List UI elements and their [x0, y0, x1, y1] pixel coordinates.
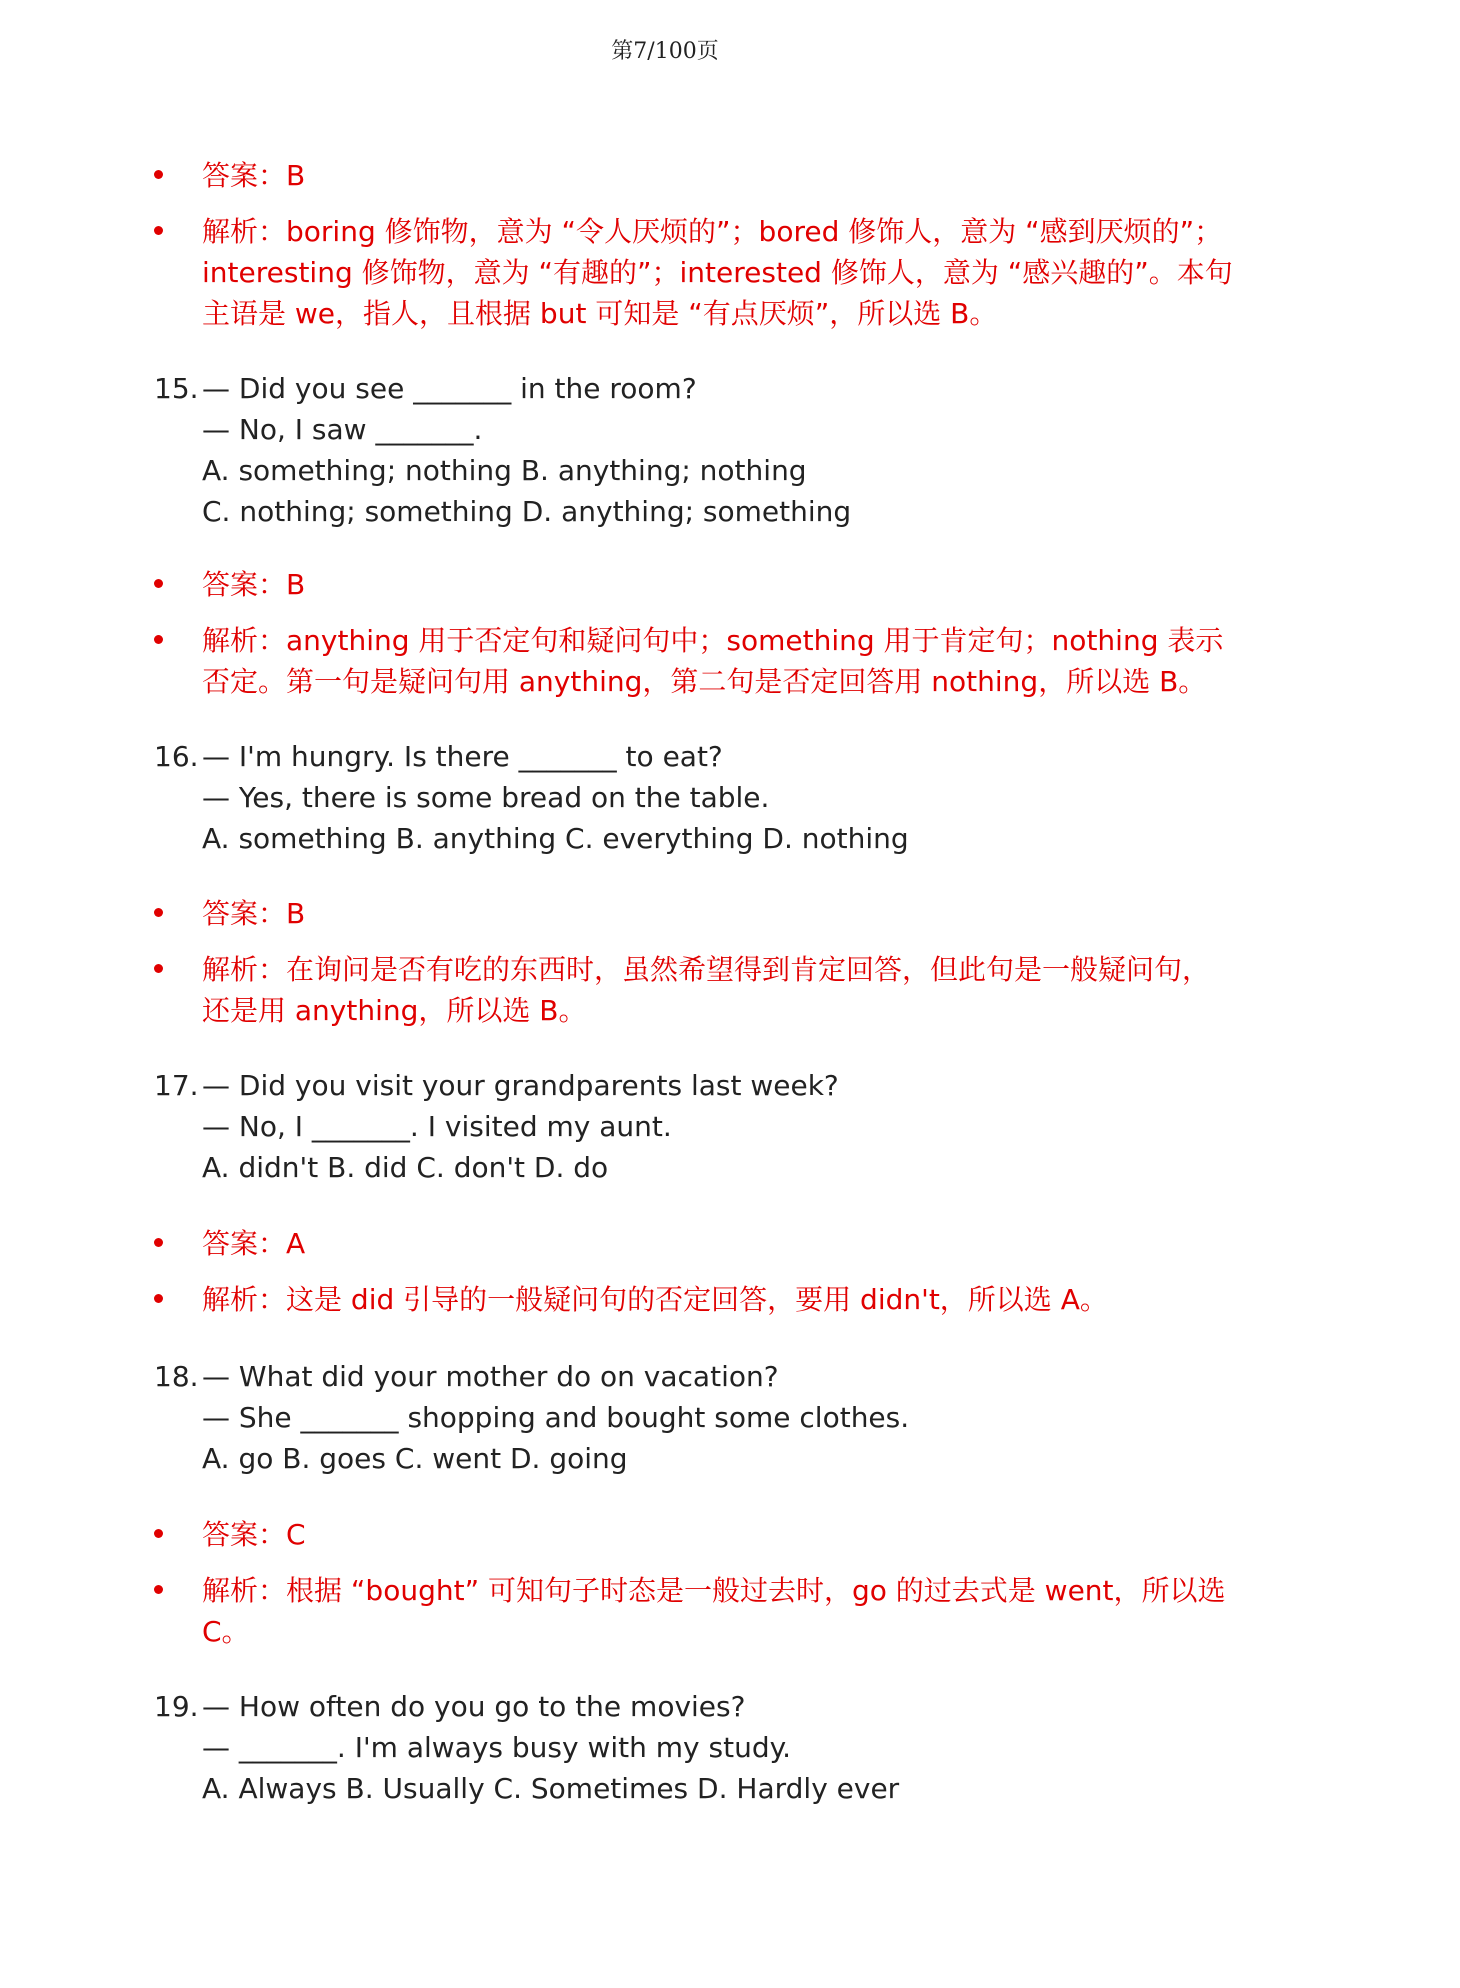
analysis-line: anything 用于否定句和疑问句中；something 用于肯定句；nothing 表示: [286, 624, 1224, 657]
analysis-line: 这是 did 引导的一般疑问句的否定回答，要用 didn't，所以选 A。: [286, 1283, 1108, 1316]
analysis-key-label: 解析：: [202, 624, 287, 657]
page-header: 第7/100页: [611, 39, 719, 64]
analysis-key-label: 解析：: [202, 953, 287, 986]
analysis-line: 在询问是否有吃的东西时，虽然希望得到肯定回答，但此句是一般疑问句，: [286, 953, 1211, 986]
bullet-icon: [154, 1585, 163, 1594]
analysis-line: 主语是 we，指人，且根据 but 可知是 “有点厌烦”，所以选 B。: [202, 297, 998, 330]
question-line: — No, I _______. I visited my aunt.: [202, 1110, 672, 1143]
question-line: — Yes, there is some bread on the table.: [202, 781, 770, 814]
question-number: 16.: [154, 740, 199, 773]
answer-value: A: [286, 1227, 306, 1260]
bullet-icon: [154, 908, 163, 917]
bullet-icon: [154, 964, 163, 973]
bullet-icon: [154, 1294, 163, 1303]
question-line: — She _______ shopping and bought some clothes.: [202, 1401, 910, 1434]
question-line: — No, I saw _______.: [202, 413, 483, 446]
answer-key-label: 答案：: [202, 1227, 287, 1260]
analysis-line: 根据 “bought” 可知句子时态是一般过去时，go 的过去式是 went，所以选: [286, 1574, 1226, 1607]
question-number: 17.: [154, 1069, 199, 1102]
question-options: A. go B. goes C. went D. going: [202, 1442, 628, 1475]
question-number: 15.: [154, 372, 199, 405]
question-line: — How often do you go to the movies?: [202, 1690, 746, 1723]
question-line: — Did you visit your grandparents last week?: [202, 1069, 839, 1102]
question-options: A. something; nothing B. anything; nothing: [202, 454, 807, 487]
analysis-line: C。: [202, 1615, 250, 1648]
answer-key-label: 答案：: [202, 1518, 287, 1551]
analysis-line: 否定。第一句是疑问句用 anything，第二句是否定回答用 nothing，所以选 B。: [202, 665, 1207, 698]
question-number: 19.: [154, 1690, 199, 1723]
answer-key-label: 答案：: [202, 897, 287, 930]
bullet-icon: [154, 226, 163, 235]
answer-key-label: 答案：: [202, 159, 287, 192]
question-line: — I'm hungry. Is there _______ to eat?: [202, 740, 723, 773]
bullet-icon: [154, 1238, 163, 1247]
bullet-icon: [154, 170, 163, 179]
bullet-icon: [154, 1529, 163, 1538]
analysis-key-label: 解析：: [202, 1574, 287, 1607]
answer-value: C: [286, 1518, 306, 1551]
question-line: — Did you see _______ in the room?: [202, 372, 697, 405]
question-number: 18.: [154, 1360, 199, 1393]
answer-value: B: [286, 159, 306, 192]
question-options: C. nothing; something D. anything; something: [202, 495, 852, 528]
analysis-line: 还是用 anything，所以选 B。: [202, 994, 587, 1027]
bullet-icon: [154, 635, 163, 644]
bullet-icon: [154, 579, 163, 588]
answer-key-label: 答案：: [202, 568, 287, 601]
analysis-line: interesting 修饰物，意为 “有趣的”；interested 修饰人，意为 “感兴趣的”。本句: [202, 256, 1233, 289]
question-options: A. Always B. Usually C. Sometimes D. Hardly ever: [202, 1772, 900, 1805]
answer-value: B: [286, 568, 306, 601]
analysis-key-label: 解析：: [202, 1283, 287, 1316]
question-line: — What did your mother do on vacation?: [202, 1360, 779, 1393]
question-options: A. something B. anything C. everything D. nothing: [202, 822, 909, 855]
analysis-key-label: 解析：: [202, 215, 287, 248]
answer-value: B: [286, 897, 306, 930]
question-options: A. didn't B. did C. don't D. do: [202, 1151, 609, 1184]
analysis-line: boring 修饰物，意为 “令人厌烦的”；bored 修饰人，意为 “感到厌烦的”；: [286, 215, 1223, 248]
question-line: — _______. I'm always busy with my study.: [202, 1731, 792, 1764]
